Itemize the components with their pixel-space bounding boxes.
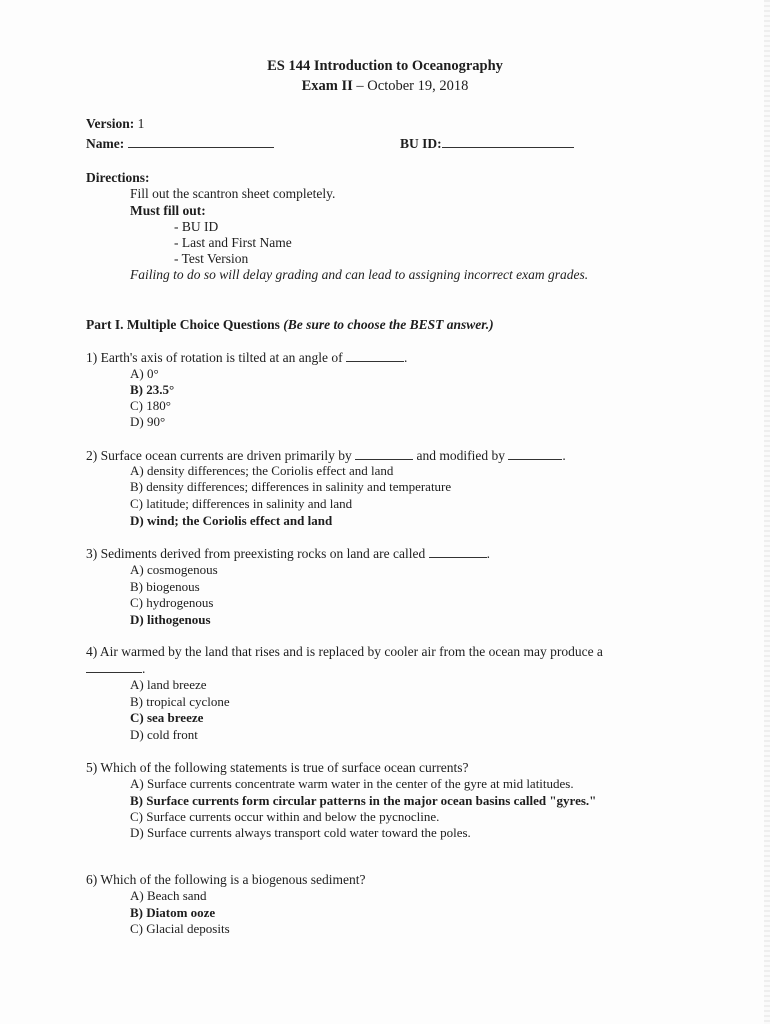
directions-warning: Failing to do so will delay grading and can lead to assigning incorrect exam grades. xyxy=(130,267,589,282)
answer-blank xyxy=(86,660,142,673)
question-stem xyxy=(86,545,490,562)
answer-option-correct: B) Diatom ooze xyxy=(130,905,216,920)
answer-option: A) land breeze xyxy=(130,677,207,692)
name-line xyxy=(86,135,274,152)
question-text: . xyxy=(404,350,408,365)
answer-option: D) 90° xyxy=(130,414,166,429)
question-text: 1) Earth's axis of rotation is tilted at an angle of xyxy=(86,350,343,365)
directions-label: Directions: xyxy=(86,170,150,185)
answer-option: C) Glacial deposits xyxy=(130,921,230,936)
answer-option-correct: D) wind; the Coriolis effect and land xyxy=(130,513,333,528)
answer-option: C) hydrogenous xyxy=(130,595,214,610)
fill-item: - BU ID xyxy=(174,219,219,234)
exam-subtitle xyxy=(0,78,770,95)
part1-note: (Be sure to choose the BEST answer.) xyxy=(283,317,494,332)
question-text: . xyxy=(486,546,491,561)
buid-line xyxy=(400,135,574,152)
exam-date: – October 19, 2018 xyxy=(352,78,469,94)
answer-option: D) cold front xyxy=(130,727,198,742)
question-stem: 6) Which of the following is a biogenous sediment? xyxy=(86,872,366,887)
answer-option: B) density differences; differences in salinity and temperature xyxy=(130,479,452,494)
scan-edge xyxy=(764,0,770,1024)
question-text: and modified by xyxy=(416,448,505,463)
question-text: . xyxy=(562,448,566,463)
answer-option: C) 180° xyxy=(130,398,171,413)
answer-option: A) 0° xyxy=(130,366,159,381)
question-text: . xyxy=(142,661,146,676)
version-label: Version: xyxy=(86,116,135,131)
answer-blank xyxy=(346,349,404,362)
answer-option-correct: D) lithogenous xyxy=(130,612,211,627)
course-title: ES 144 Introduction to Oceanography xyxy=(267,58,503,74)
answer-blank xyxy=(508,447,562,460)
answer-option: C) Surface currents occur within and below the pycnocline. xyxy=(130,809,440,824)
buid-field[interactable] xyxy=(442,135,574,148)
name-field[interactable] xyxy=(128,135,274,148)
part1-heading xyxy=(86,317,494,333)
buid-label: BU ID: xyxy=(400,136,442,151)
answer-option: D) Surface currents always transport cold water toward the poles. xyxy=(130,825,471,840)
answer-blank xyxy=(429,545,487,558)
question-stem: 5) Which of the following statements is true of surface ocean currents? xyxy=(86,760,469,775)
question-stem xyxy=(86,447,566,464)
answer-option: B) biogenous xyxy=(130,579,200,594)
question-text: 2) Surface ocean currents are driven primarily by xyxy=(86,448,352,463)
answer-option: A) cosmogenous xyxy=(130,562,218,577)
answer-option-correct: B) Surface currents form circular patterns in the major ocean basins called "gyres." xyxy=(130,793,597,808)
must-fill-label: Must fill out: xyxy=(130,203,206,218)
fill-item: - Test Version xyxy=(174,251,249,266)
question-stem-continued xyxy=(86,660,145,677)
directions-line: Fill out the scantron sheet completely. xyxy=(130,186,336,201)
answer-option-correct: C) sea breeze xyxy=(130,710,204,725)
exam-label: Exam II xyxy=(301,78,353,94)
answer-option: A) Surface currents concentrate warm water in the center of the gyre at mid latitudes. xyxy=(130,776,574,791)
answer-option: B) tropical cyclone xyxy=(130,694,230,709)
answer-option: C) latitude; differences in salinity and land xyxy=(130,496,353,511)
version-value: 1 xyxy=(137,116,145,131)
answer-option: A) Beach sand xyxy=(130,888,207,903)
question-text: 3) Sediments derived from preexisting rocks on land are called xyxy=(86,546,426,561)
question-stem: 4) Air warmed by the land that rises and is replaced by cooler air from the ocean may produce a xyxy=(86,644,603,659)
fill-item: - Last and First Name xyxy=(174,235,292,250)
part1-title: Part I. Multiple Choice Questions xyxy=(86,317,280,332)
answer-option-correct: B) 23.5° xyxy=(130,382,175,397)
question-stem xyxy=(86,349,407,366)
answer-blank xyxy=(355,447,413,460)
name-label: Name: xyxy=(86,136,125,151)
version-line xyxy=(86,116,144,132)
answer-option: A) density differences; the Coriolis effect and land xyxy=(130,463,394,478)
